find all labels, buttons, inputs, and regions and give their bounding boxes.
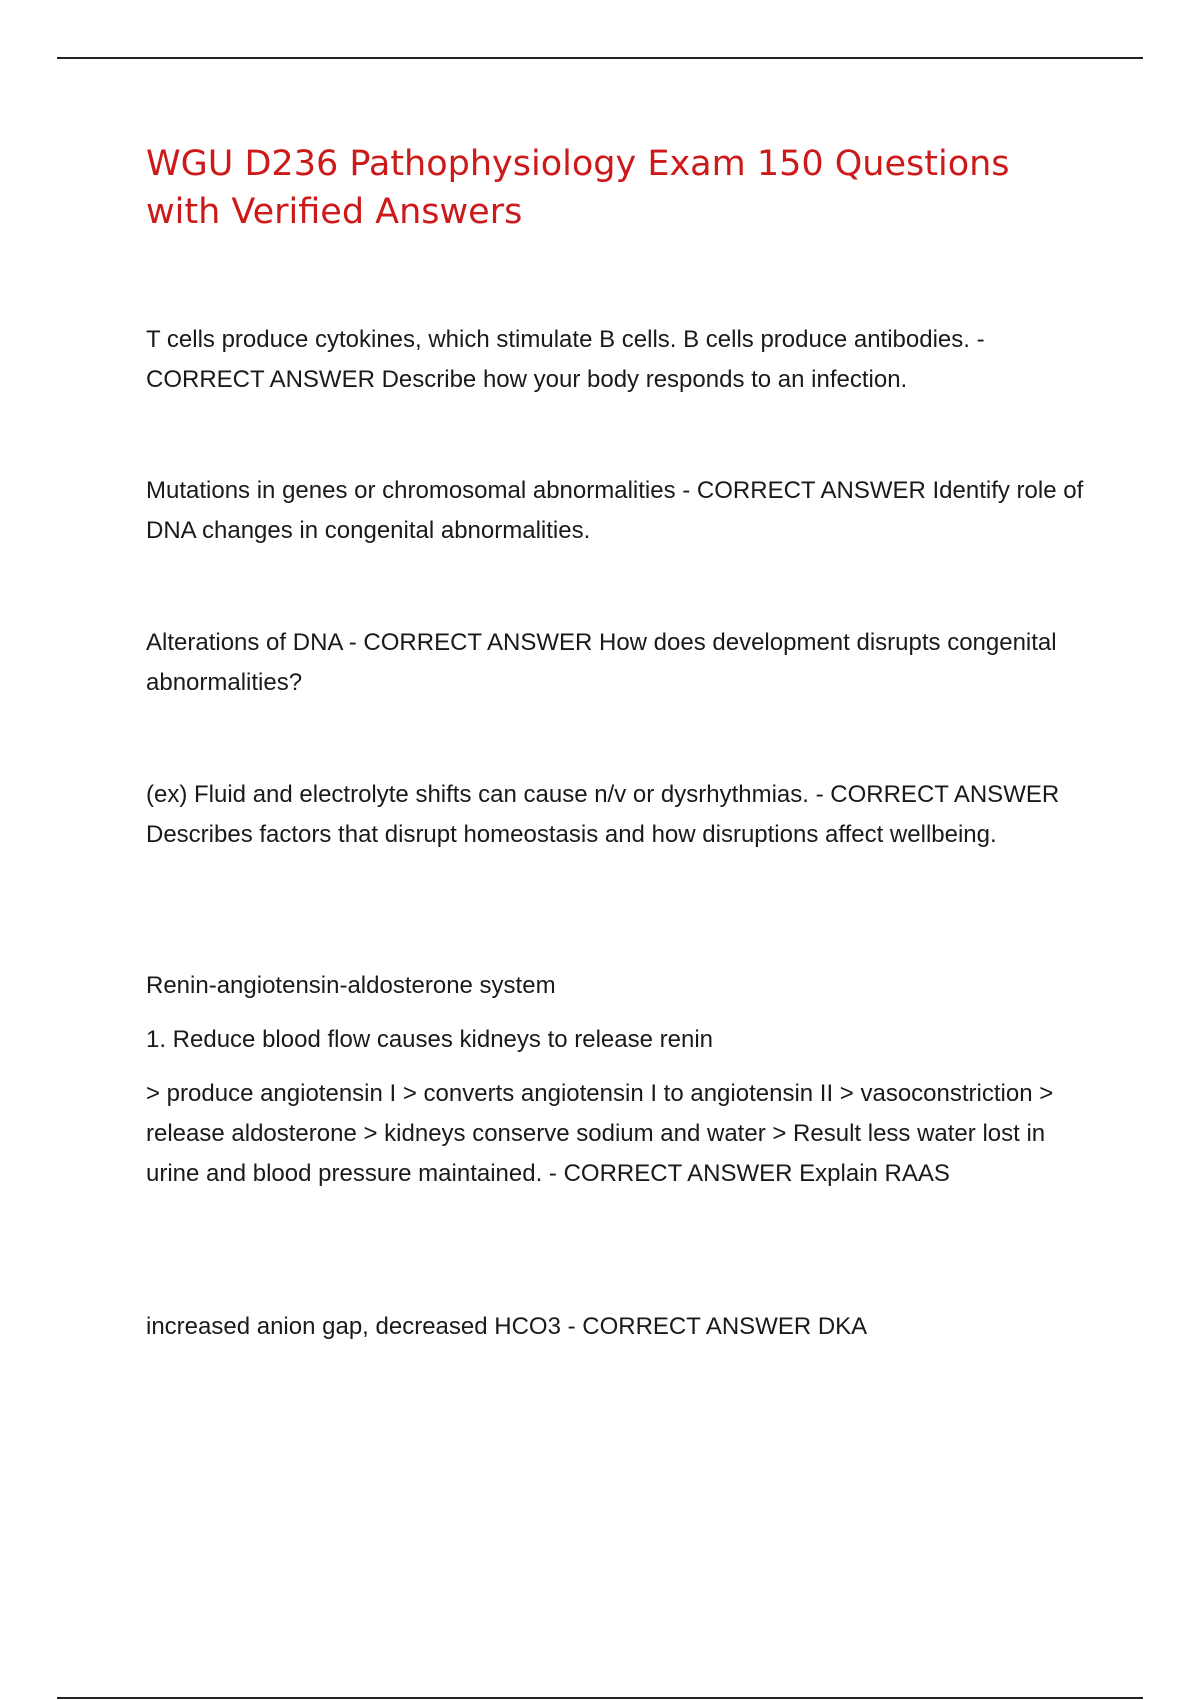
qa-entry: [146, 471, 1096, 551]
qa-entry: [146, 1307, 1096, 1347]
qa-text: Mutations in genes or chromosomal abnormalities - CORRECT ANSWER Identify role of DNA changes in congenital abnormalities.: [146, 477, 1084, 544]
bottom-rule: [57, 1697, 1143, 1699]
qa-text: Alterations of DNA - CORRECT ANSWER How does development disrupts congenital abnormalities?: [146, 629, 1057, 696]
qa-text: T cells produce cytokines, which stimulate B cells. B cells produce antibodies. - CORRECT ANSWER Describe how your body responds to an infection.: [146, 326, 985, 393]
qa-entry: [146, 623, 1096, 703]
qa-text: > produce angiotensin I > converts angiotensin I to angiotensin II > vasoconstriction > release aldosterone > kidneys conserve sodium and water > Result less water lost in urine and blood pressure maintained. - CORRECT ANSWER Explain RAAS: [146, 1080, 1054, 1187]
qa-entry: [146, 320, 1096, 400]
qa-heading: Renin-angiotensin-aldosterone system: [146, 972, 556, 999]
qa-entry-raas: [146, 966, 1096, 1194]
qa-step: 1. Reduce blood flow causes kidneys to release renin: [146, 1026, 713, 1053]
qa-entry: [146, 775, 1096, 855]
qa-text: increased anion gap, decreased HCO3 - CORRECT ANSWER DKA: [146, 1313, 868, 1340]
top-rule: [57, 57, 1143, 59]
page-title: WGU D236 Pathophysiology Exam 150 Questions with Verified Answers: [146, 144, 1010, 232]
qa-text: (ex) Fluid and electrolyte shifts can cause n/v or dysrhythmias. - CORRECT ANSWER Describes factors that disrupt homeostasis and how disruptions affect wellbeing.: [146, 781, 1060, 848]
